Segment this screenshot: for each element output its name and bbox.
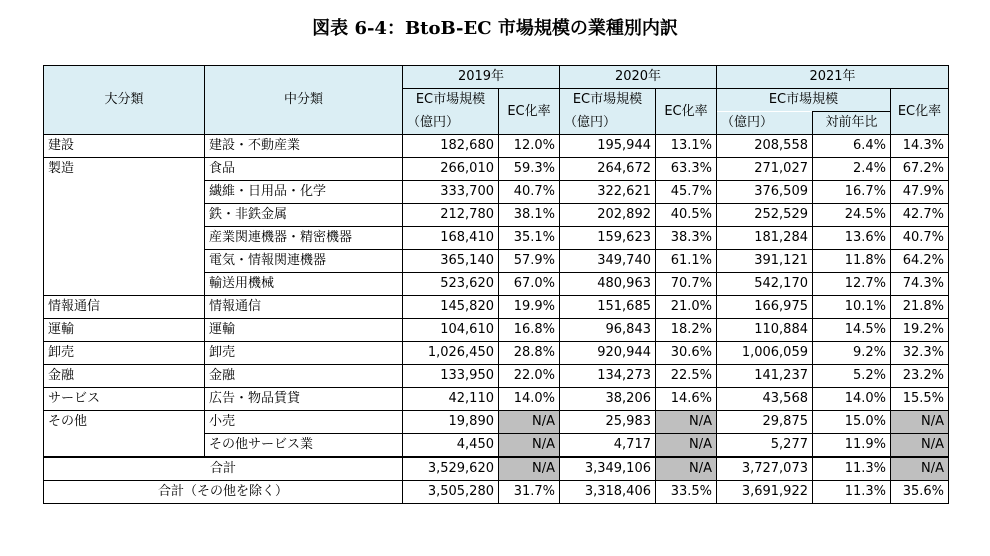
cell-yoy: 11.3% (813, 481, 891, 504)
cell-yoy: 12.7% (813, 273, 891, 296)
cell-r21: N/A (891, 411, 949, 434)
header-unit-2021: （億円） (717, 112, 813, 135)
cell-v19: 3,505,280 (403, 481, 499, 504)
cell-v20: 151,685 (560, 296, 656, 319)
middle-category: 小売 (205, 411, 403, 434)
cell-v19: 145,820 (403, 296, 499, 319)
cell-r19: 31.7% (499, 481, 560, 504)
header-2019: 2019年 (403, 66, 560, 89)
cell-v19: 523,620 (403, 273, 499, 296)
middle-category: 繊維・日用品・化学 (205, 181, 403, 204)
cell-v21: 110,884 (717, 319, 813, 342)
cell-r20: 13.1% (656, 135, 717, 158)
cell-v20: 96,843 (560, 319, 656, 342)
cell-yoy: 14.0% (813, 388, 891, 411)
major-category: 製造 (44, 158, 205, 181)
header-ec-rate-2020: EC化率 (656, 89, 717, 135)
cell-v19: 19,890 (403, 411, 499, 434)
cell-r19: N/A (499, 411, 560, 434)
cell-r21: 35.6% (891, 481, 949, 504)
cell-v21: 208,558 (717, 135, 813, 158)
major-category (44, 250, 205, 273)
major-category: 建設 (44, 135, 205, 158)
header-ec-rate-2019: EC化率 (499, 89, 560, 135)
cell-v19: 1,026,450 (403, 342, 499, 365)
cell-r20: 14.6% (656, 388, 717, 411)
cell-r21: N/A (891, 434, 949, 458)
cell-v19: 3,529,620 (403, 457, 499, 481)
cell-v19: 212,780 (403, 204, 499, 227)
major-category: サービス (44, 388, 205, 411)
cell-yoy: 10.1% (813, 296, 891, 319)
cell-yoy: 13.6% (813, 227, 891, 250)
cell-r21: 15.5% (891, 388, 949, 411)
cell-r20: N/A (656, 411, 717, 434)
cell-r19: 14.0% (499, 388, 560, 411)
table-row (44, 273, 949, 296)
cell-r20: 40.5% (656, 204, 717, 227)
cell-r20: 63.3% (656, 158, 717, 181)
cell-r21: 21.8% (891, 296, 949, 319)
cell-v21: 166,975 (717, 296, 813, 319)
cell-yoy: 16.7% (813, 181, 891, 204)
major-category (44, 434, 205, 458)
table-row (44, 250, 949, 273)
cell-v19: 333,700 (403, 181, 499, 204)
cell-r21: 74.3% (891, 273, 949, 296)
cell-yoy: 2.4% (813, 158, 891, 181)
cell-v21: 252,529 (717, 204, 813, 227)
header-ec-size-2019: EC市場規模 (403, 89, 499, 112)
cell-v20: 4,717 (560, 434, 656, 458)
header-major: 大分類 (44, 66, 205, 135)
cell-v21: 29,875 (717, 411, 813, 434)
cell-v20: 349,740 (560, 250, 656, 273)
cell-yoy: 14.5% (813, 319, 891, 342)
major-category (44, 227, 205, 250)
major-category: 運輸 (44, 319, 205, 342)
cell-v19: 182,680 (403, 135, 499, 158)
cell-v19: 104,610 (403, 319, 499, 342)
total-ex-row (44, 481, 949, 504)
table-row (44, 388, 949, 411)
middle-category: 産業関連機器・精密機器 (205, 227, 403, 250)
cell-r19: 59.3% (499, 158, 560, 181)
middle-category: その他サービス業 (205, 434, 403, 458)
cell-v20: 920,944 (560, 342, 656, 365)
cell-r19: 19.9% (499, 296, 560, 319)
cell-v21: 271,027 (717, 158, 813, 181)
cell-v21: 1,006,059 (717, 342, 813, 365)
header-yoy: 対前年比 (813, 112, 891, 135)
header-middle: 中分類 (205, 66, 403, 135)
header-ec-size-2021: EC市場規模 (717, 89, 891, 112)
cell-r19: N/A (499, 434, 560, 458)
cell-v19: 4,450 (403, 434, 499, 458)
cell-r20: 22.5% (656, 365, 717, 388)
middle-category: 情報通信 (205, 296, 403, 319)
cell-yoy: 11.8% (813, 250, 891, 273)
ec-market-table (43, 65, 949, 504)
cell-yoy: 15.0% (813, 411, 891, 434)
cell-v21: 5,277 (717, 434, 813, 458)
cell-r19: 67.0% (499, 273, 560, 296)
cell-v20: 38,206 (560, 388, 656, 411)
total-row-label: 合計 (44, 457, 403, 481)
cell-r20: 18.2% (656, 319, 717, 342)
table-row (44, 296, 949, 319)
cell-r19: N/A (499, 457, 560, 481)
cell-v21: 542,170 (717, 273, 813, 296)
cell-r20: 38.3% (656, 227, 717, 250)
cell-r21: 47.9% (891, 181, 949, 204)
cell-v20: 264,672 (560, 158, 656, 181)
cell-r19: 16.8% (499, 319, 560, 342)
cell-v20: 195,944 (560, 135, 656, 158)
middle-category: 輸送用機械 (205, 273, 403, 296)
header-row-years (44, 66, 949, 89)
header-2020: 2020年 (560, 66, 717, 89)
total-ex-row-label: 合計（その他を除く） (44, 481, 403, 504)
cell-r21: 32.3% (891, 342, 949, 365)
cell-yoy: 9.2% (813, 342, 891, 365)
cell-r21: 23.2% (891, 365, 949, 388)
cell-v20: 3,349,106 (560, 457, 656, 481)
cell-r21: 67.2% (891, 158, 949, 181)
cell-r20: 45.7% (656, 181, 717, 204)
table-row (44, 342, 949, 365)
table-row (44, 204, 949, 227)
cell-r19: 22.0% (499, 365, 560, 388)
major-category: 金融 (44, 365, 205, 388)
cell-v19: 266,010 (403, 158, 499, 181)
header-unit-2020: （億円） (560, 112, 656, 135)
cell-v21: 3,691,922 (717, 481, 813, 504)
cell-v20: 25,983 (560, 411, 656, 434)
major-category (44, 273, 205, 296)
cell-yoy: 24.5% (813, 204, 891, 227)
cell-r19: 28.8% (499, 342, 560, 365)
middle-category: 広告・物品賃貸 (205, 388, 403, 411)
major-category: その他 (44, 411, 205, 434)
table-row (44, 319, 949, 342)
middle-category: 建設・不動産業 (205, 135, 403, 158)
cell-v21: 391,121 (717, 250, 813, 273)
table-row (44, 181, 949, 204)
cell-r20: 70.7% (656, 273, 717, 296)
cell-v20: 202,892 (560, 204, 656, 227)
cell-r21: 42.7% (891, 204, 949, 227)
header-unit-2019: （億円） (403, 112, 499, 135)
cell-r21: 64.2% (891, 250, 949, 273)
cell-r19: 57.9% (499, 250, 560, 273)
cell-v20: 3,318,406 (560, 481, 656, 504)
cell-r20: 30.6% (656, 342, 717, 365)
cell-r20: 33.5% (656, 481, 717, 504)
cell-v20: 480,963 (560, 273, 656, 296)
table-row (44, 411, 949, 434)
cell-r19: 12.0% (499, 135, 560, 158)
cell-v20: 322,621 (560, 181, 656, 204)
cell-r20: N/A (656, 434, 717, 458)
cell-r19: 38.1% (499, 204, 560, 227)
cell-r21: 14.3% (891, 135, 949, 158)
cell-v21: 376,509 (717, 181, 813, 204)
middle-category: 鉄・非鉄金属 (205, 204, 403, 227)
major-category: 卸売 (44, 342, 205, 365)
cell-v19: 133,950 (403, 365, 499, 388)
table-row (44, 365, 949, 388)
header-ec-size-2020: EC市場規模 (560, 89, 656, 112)
table-row (44, 227, 949, 250)
cell-yoy: 6.4% (813, 135, 891, 158)
cell-r20: 21.0% (656, 296, 717, 319)
major-category: 情報通信 (44, 296, 205, 319)
middle-category: 電気・情報関連機器 (205, 250, 403, 273)
middle-category: 食品 (205, 158, 403, 181)
cell-r19: 35.1% (499, 227, 560, 250)
cell-v21: 3,727,073 (717, 457, 813, 481)
cell-r20: 61.1% (656, 250, 717, 273)
middle-category: 卸売 (205, 342, 403, 365)
major-category (44, 204, 205, 227)
cell-v21: 141,237 (717, 365, 813, 388)
major-category (44, 181, 205, 204)
cell-v19: 365,140 (403, 250, 499, 273)
cell-yoy: 11.9% (813, 434, 891, 458)
middle-category: 金融 (205, 365, 403, 388)
cell-v20: 159,623 (560, 227, 656, 250)
middle-category: 運輸 (205, 319, 403, 342)
cell-r21: N/A (891, 457, 949, 481)
total-row (44, 457, 949, 481)
cell-v19: 168,410 (403, 227, 499, 250)
table-row (44, 158, 949, 181)
cell-yoy: 5.2% (813, 365, 891, 388)
cell-v19: 42,110 (403, 388, 499, 411)
cell-r21: 19.2% (891, 319, 949, 342)
cell-r21: 40.7% (891, 227, 949, 250)
cell-v21: 43,568 (717, 388, 813, 411)
page-title: 図表 6-4：BtoB-EC 市場規模の業種別内訳 (312, 18, 678, 39)
cell-yoy: 11.3% (813, 457, 891, 481)
cell-v20: 134,273 (560, 365, 656, 388)
header-2021: 2021年 (717, 66, 949, 89)
header-ec-rate-2021: EC化率 (891, 89, 949, 135)
table-row (44, 135, 949, 158)
table-row (44, 434, 949, 458)
cell-r20: N/A (656, 457, 717, 481)
cell-r19: 40.7% (499, 181, 560, 204)
cell-v21: 181,284 (717, 227, 813, 250)
